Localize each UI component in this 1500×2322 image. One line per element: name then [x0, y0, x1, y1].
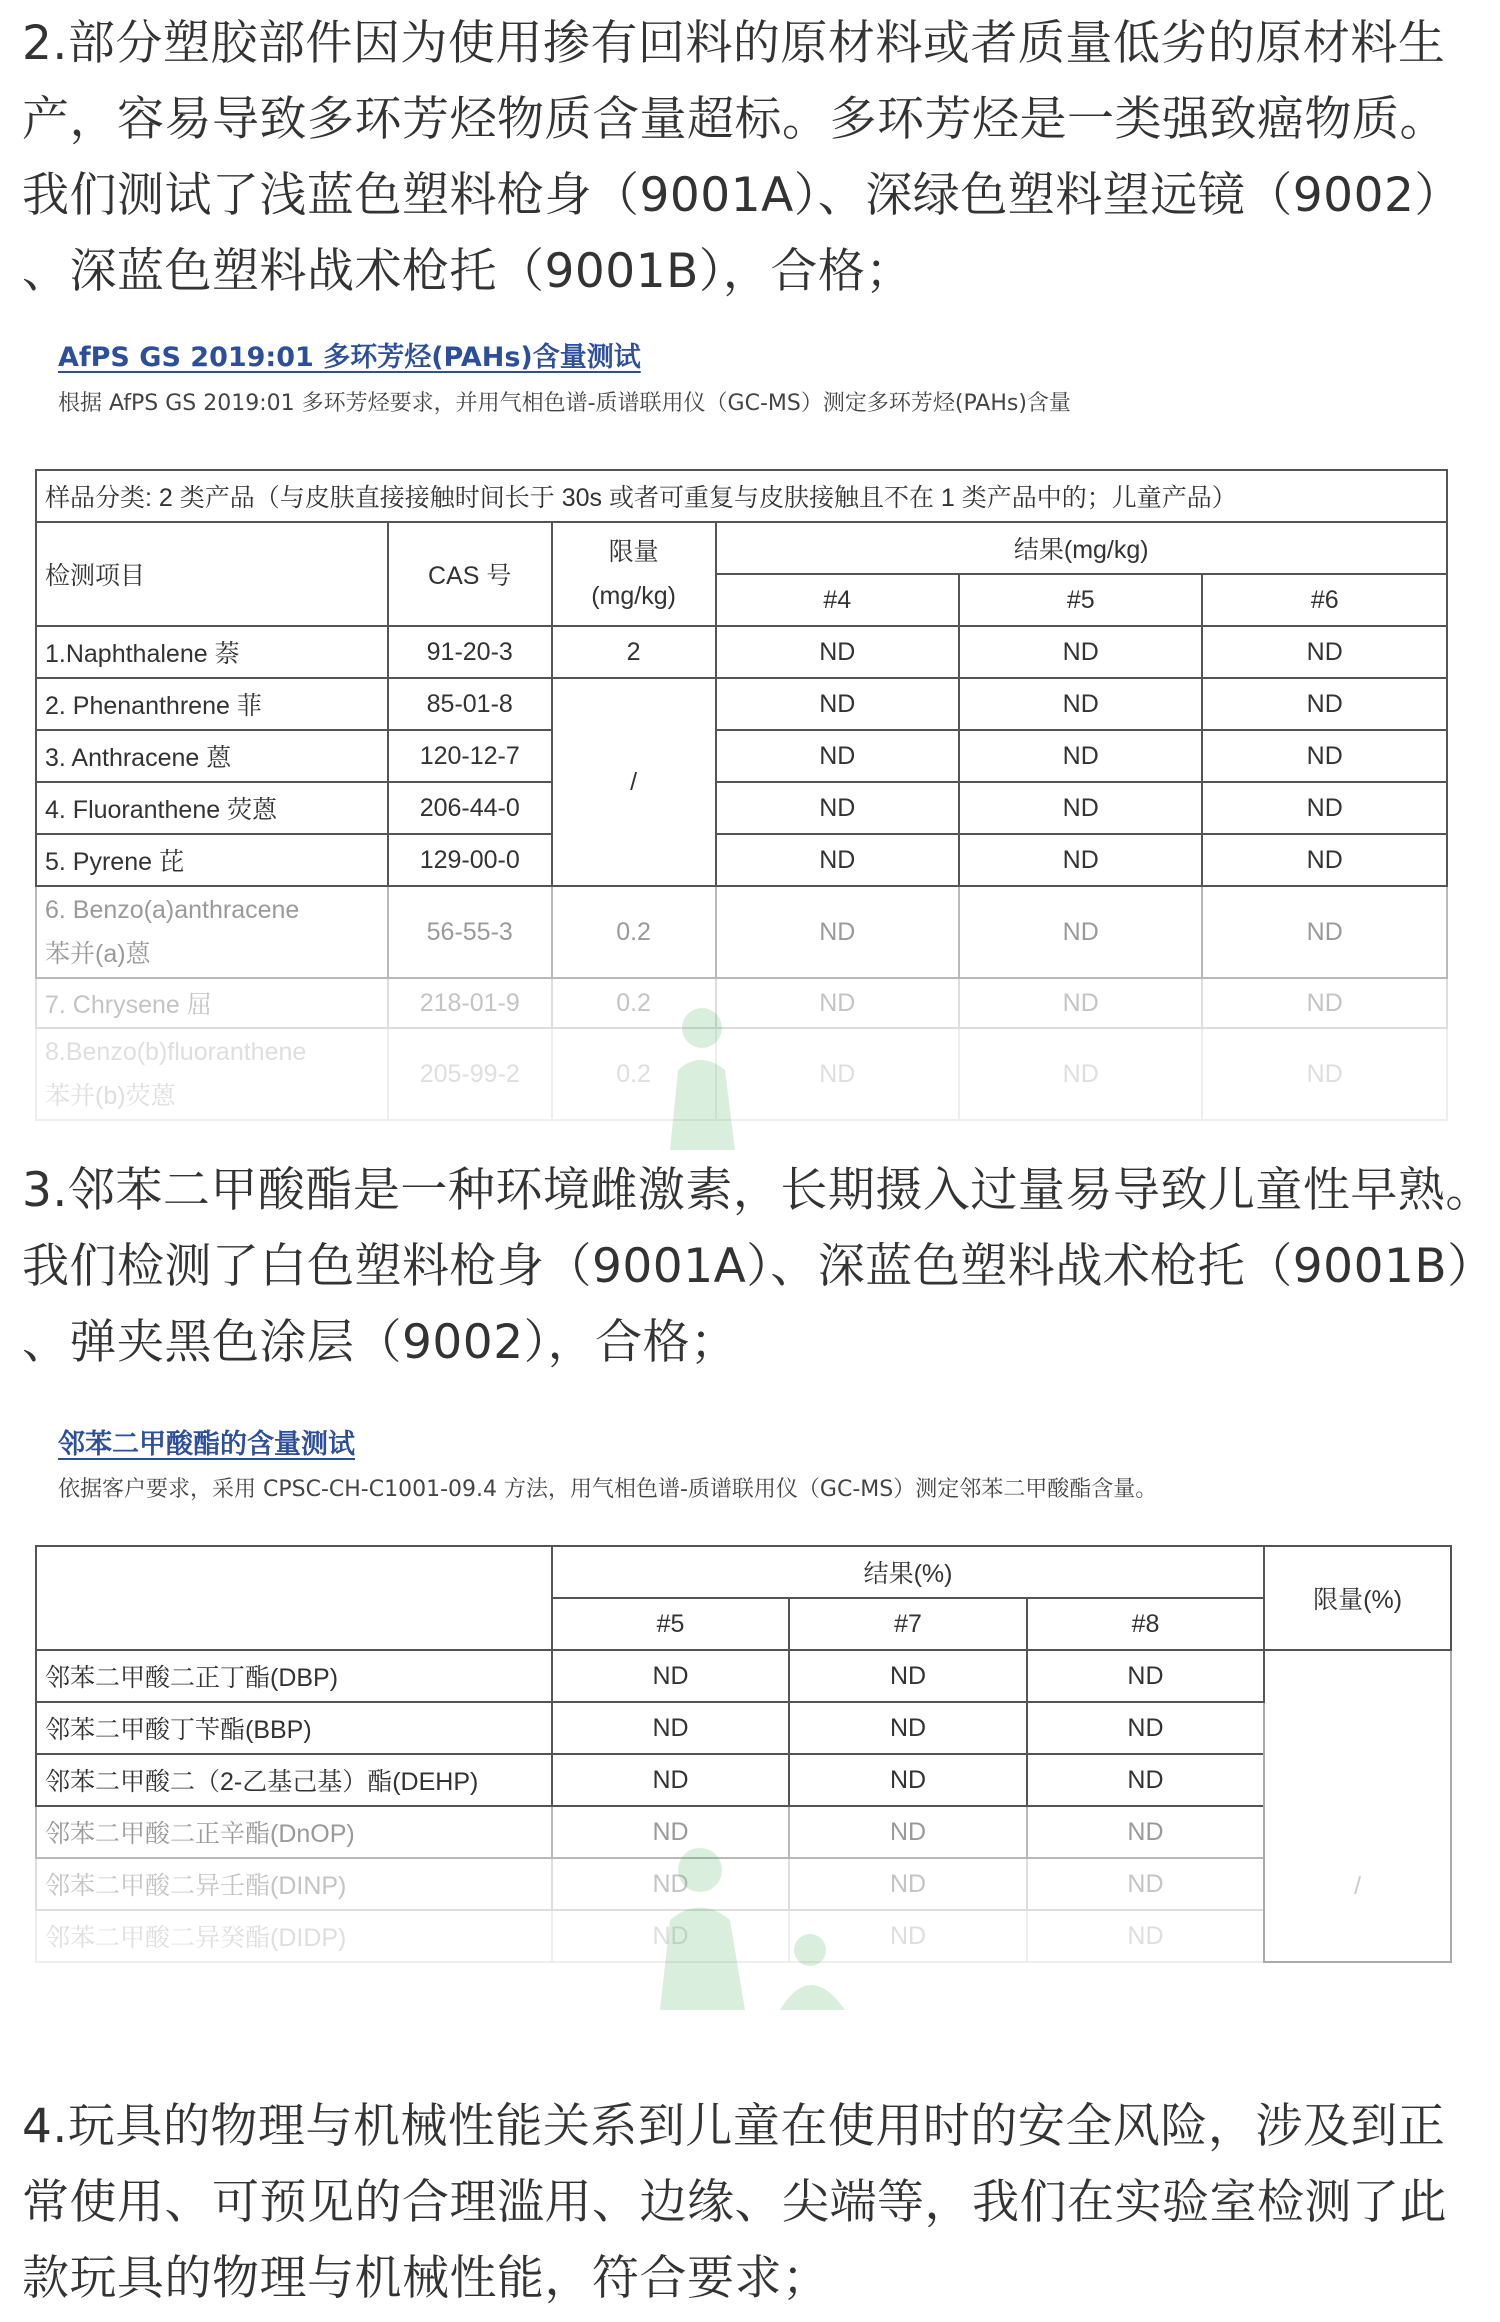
- result-cell: ND: [1202, 678, 1447, 730]
- item-cell: 2. Phenanthrene 菲: [36, 678, 388, 730]
- result-cell: ND: [716, 730, 959, 782]
- limit-cell: 0.2: [552, 1028, 716, 1120]
- result-cell: ND: [959, 834, 1202, 886]
- cas-cell: 129-00-0: [388, 834, 552, 886]
- table-row: [36, 886, 1447, 978]
- item-cell: 3. Anthracene 蒽: [36, 730, 388, 782]
- result-cell: ND: [959, 886, 1202, 978]
- column-header-sample: #5: [552, 1598, 789, 1650]
- table-row: [36, 678, 1447, 730]
- limit-cell: 0.2: [552, 886, 716, 978]
- pah-results-table: [35, 469, 1448, 1121]
- table-row: [36, 834, 1447, 886]
- item-cell: 7. Chrysene 屈: [36, 978, 388, 1028]
- item-cell: 邻苯二甲酸二（2-乙基己基）酯(DEHP): [36, 1754, 552, 1806]
- section-3-line: 我们检测了白色塑料枪身（9001A）、深蓝色塑料战术枪托（9001B）: [22, 1239, 1495, 1294]
- result-cell: ND: [1027, 1650, 1264, 1702]
- result-cell: ND: [789, 1858, 1026, 1910]
- result-cell: ND: [1202, 978, 1447, 1028]
- result-cell: ND: [789, 1702, 1026, 1754]
- pah-test-description: 根据 AfPS GS 2019:01 多环芳烃要求，并用气相色谱-质谱联用仪（GC-MS）测定多环芳烃(PAHs)含量: [58, 391, 1071, 416]
- result-cell: ND: [959, 626, 1202, 678]
- result-cell: ND: [552, 1702, 789, 1754]
- pah-test-title: AfPS GS 2019:01 多环芳烃(PAHs)含量测试: [58, 342, 641, 373]
- column-header-result: 结果(mg/kg): [716, 522, 1448, 574]
- section-4-line: 款玩具的物理与机械性能，符合要求；: [22, 2251, 830, 2306]
- limit-cell: 2: [552, 626, 716, 678]
- table-row: [36, 1702, 1451, 1754]
- result-cell: ND: [552, 1910, 789, 1962]
- result-cell: ND: [789, 1754, 1026, 1806]
- column-header-sample: #6: [1202, 574, 1447, 626]
- sample-category: 样品分类: 2 类产品（与皮肤直接接触时间长于 30s 或者可重复与皮肤接触且不在 1 类产品中的；儿童产品）: [36, 470, 1447, 522]
- result-cell: ND: [959, 1028, 1202, 1120]
- table-header-row: [36, 522, 1447, 574]
- section-2-line: 我们测试了浅蓝色塑料枪身（9001A）、深绿色塑料望远镜（9002）: [22, 168, 1462, 223]
- item-name-cn: 苯并(b)荧蒽: [45, 1082, 176, 1110]
- table-row: [36, 1754, 1451, 1806]
- column-header-cas: CAS 号: [388, 522, 552, 626]
- table-row: [36, 1650, 1451, 1702]
- item-name: 8.Benzo(b)fluoranthene: [45, 1038, 307, 1066]
- table-row: [36, 978, 1447, 1028]
- item-cell: [36, 886, 388, 978]
- result-cell: ND: [1202, 782, 1447, 834]
- item-cell: 4. Fluoranthene 荧蒽: [36, 782, 388, 834]
- result-cell: ND: [959, 782, 1202, 834]
- column-header-limit: 限量(%): [1264, 1546, 1451, 1650]
- result-cell: ND: [1202, 730, 1447, 782]
- limit-cell: /: [1264, 1650, 1451, 1962]
- column-header-limit: [552, 522, 716, 626]
- section-4-paragraph: [22, 2089, 1492, 2317]
- cas-cell: 91-20-3: [388, 626, 552, 678]
- item-cell: [36, 1028, 388, 1120]
- result-cell: ND: [716, 782, 959, 834]
- limit-cell: /: [552, 678, 716, 886]
- result-cell: ND: [1027, 1858, 1264, 1910]
- section-2-line: 2.部分塑胶部件因为使用掺有回料的原材料或者质量低劣的原材料生: [22, 16, 1446, 71]
- result-cell: ND: [1202, 886, 1447, 978]
- result-cell: ND: [1202, 1028, 1447, 1120]
- column-header-sample: #7: [789, 1598, 1026, 1650]
- item-cell: 5. Pyrene 芘: [36, 834, 388, 886]
- section-4-line: 常使用、可预见的合理滥用、边缘、尖端等，我们在实验室检测了此: [22, 2175, 1447, 2230]
- cas-cell: 206-44-0: [388, 782, 552, 834]
- result-cell: ND: [789, 1806, 1026, 1858]
- item-name-cn: 苯并(a)蒽: [45, 940, 151, 968]
- result-cell: ND: [552, 1858, 789, 1910]
- cas-cell: 56-55-3: [388, 886, 552, 978]
- result-cell: ND: [959, 978, 1202, 1028]
- result-cell: ND: [1202, 626, 1447, 678]
- table-row: [36, 1910, 1451, 1962]
- section-3-line: 、弹夹黑色涂层（9002），合格；: [22, 1315, 738, 1370]
- result-cell: ND: [789, 1650, 1026, 1702]
- result-cell: ND: [959, 730, 1202, 782]
- section-3-line: 3.邻苯二甲酸酯是一种环境雌激素，长期摄入过量易导致儿童性早熟。: [22, 1163, 1493, 1218]
- section-2-line: 、深蓝色塑料战术枪托（9001B），合格；: [22, 244, 913, 299]
- result-cell: ND: [789, 1910, 1026, 1962]
- table-row: [36, 470, 1447, 522]
- table-row: [36, 626, 1447, 678]
- column-header-item: [36, 1546, 552, 1650]
- item-cell: 1.Naphthalene 萘: [36, 626, 388, 678]
- column-header-sample: #8: [1027, 1598, 1264, 1650]
- table-row: [36, 782, 1447, 834]
- result-cell: ND: [552, 1754, 789, 1806]
- limit-label: 限量: [608, 538, 659, 566]
- result-cell: ND: [716, 886, 959, 978]
- phthalate-results-table: [35, 1545, 1452, 1963]
- column-header-result: 结果(%): [552, 1546, 1264, 1598]
- result-cell: ND: [1027, 1754, 1264, 1806]
- result-cell: ND: [716, 978, 959, 1028]
- column-header-sample: #5: [959, 574, 1202, 626]
- result-cell: ND: [1027, 1806, 1264, 1858]
- item-cell: 邻苯二甲酸二正丁酯(DBP): [36, 1650, 552, 1702]
- result-cell: ND: [1027, 1910, 1264, 1962]
- result-cell: ND: [552, 1650, 789, 1702]
- section-3-paragraph: [22, 1153, 1495, 1381]
- result-cell: ND: [959, 678, 1202, 730]
- table-row: [36, 1806, 1451, 1858]
- result-cell: ND: [716, 834, 959, 886]
- cas-cell: 218-01-9: [388, 978, 552, 1028]
- section-2-paragraph: [22, 6, 1492, 310]
- table-header-row: [36, 1546, 1451, 1598]
- result-cell: ND: [552, 1806, 789, 1858]
- section-2-line: 产，容易导致多环芳烃物质含量超标。多环芳烃是一类强致癌物质。: [22, 92, 1447, 147]
- result-cell: ND: [716, 626, 959, 678]
- result-cell: ND: [1027, 1702, 1264, 1754]
- table-row: [36, 1028, 1447, 1120]
- result-cell: ND: [716, 678, 959, 730]
- column-header-sample: #4: [716, 574, 959, 626]
- result-cell: ND: [1202, 834, 1447, 886]
- item-cell: 邻苯二甲酸二异癸酯(DIDP): [36, 1910, 552, 1962]
- phthalate-test-title: 邻苯二甲酸酯的含量测试: [58, 1429, 355, 1460]
- section-4-line: 4.玩具的物理与机械性能关系到儿童在使用时的安全风险，涉及到正: [22, 2099, 1446, 2154]
- column-header-item: 检测项目: [36, 522, 388, 626]
- result-cell: ND: [716, 1028, 959, 1120]
- cas-cell: 205-99-2: [388, 1028, 552, 1120]
- item-name: 6. Benzo(a)anthracene: [45, 896, 300, 924]
- item-cell: 邻苯二甲酸丁苄酯(BBP): [36, 1702, 552, 1754]
- limit-unit: (mg/kg): [591, 582, 676, 610]
- table-row: [36, 1858, 1451, 1910]
- table-row: [36, 730, 1447, 782]
- limit-cell: 0.2: [552, 978, 716, 1028]
- item-cell: 邻苯二甲酸二异壬酯(DINP): [36, 1858, 552, 1910]
- cas-cell: 120-12-7: [388, 730, 552, 782]
- cas-cell: 85-01-8: [388, 678, 552, 730]
- item-cell: 邻苯二甲酸二正辛酯(DnOP): [36, 1806, 552, 1858]
- phthalate-test-description: 依据客户要求，采用 CPSC-CH-C1001-09.4 方法，用气相色谱-质谱联用仪（GC-MS）测定邻苯二甲酸酯含量。: [58, 1477, 1158, 1502]
